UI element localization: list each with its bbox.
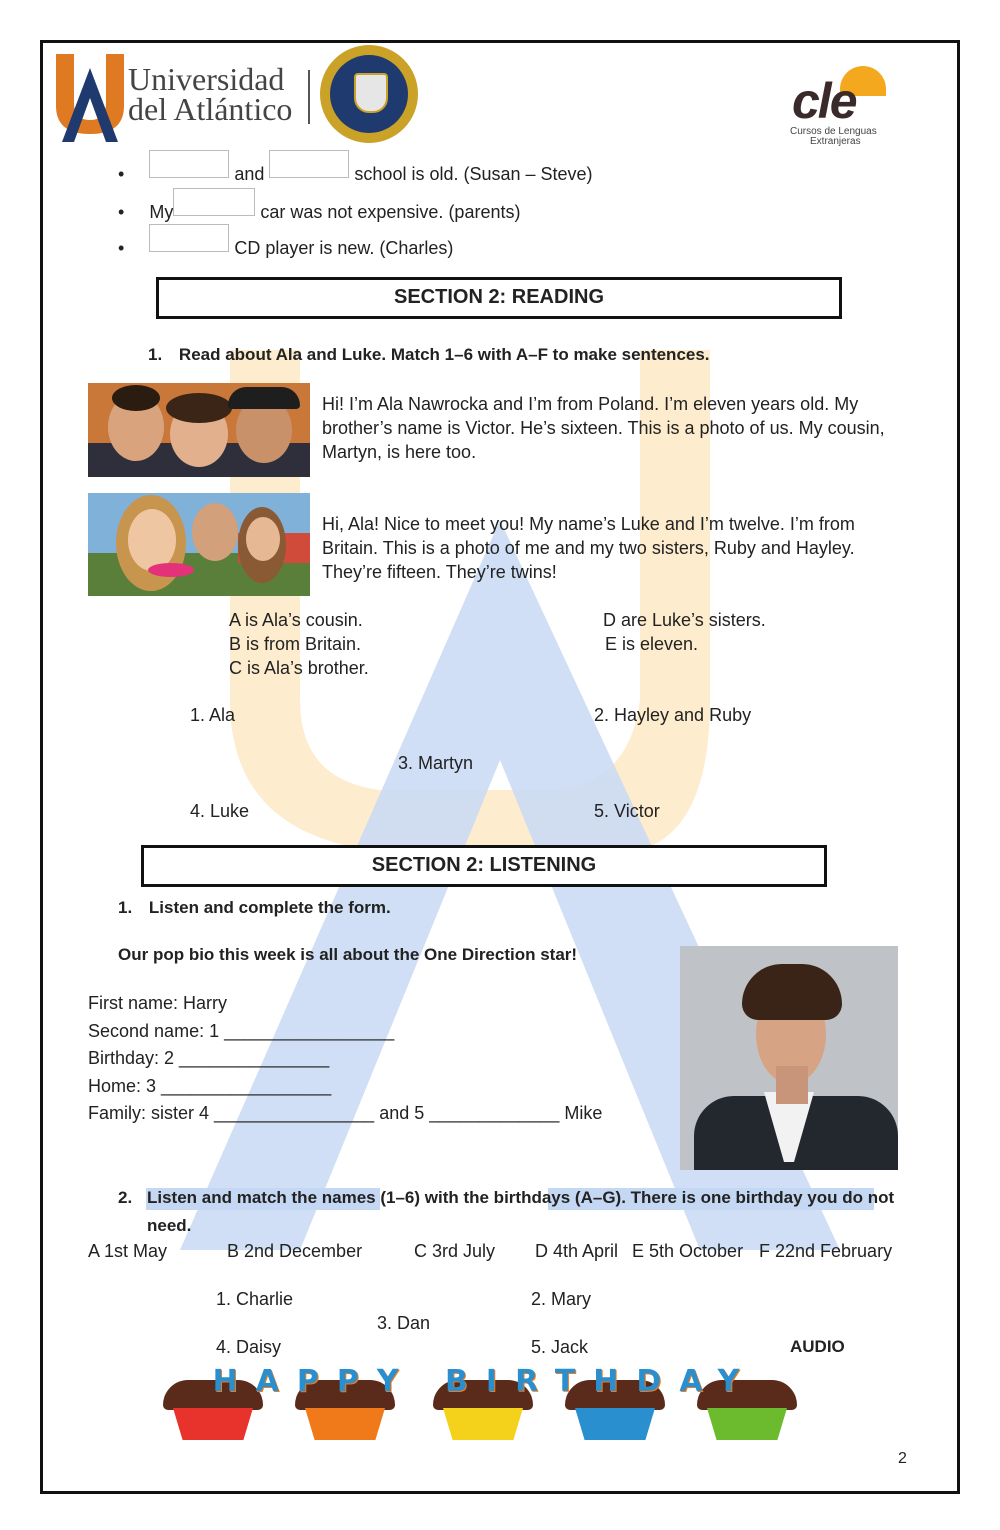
sentence-text: CD player is new. (Charles) [234,238,454,258]
name-item-1: 1. Charlie [216,1289,294,1309]
bio-form [88,990,602,1128]
answer-box-3[interactable] [149,224,229,252]
university-name-line1: Universidad [128,61,285,97]
sentence-text: school is old. (Susan – Steve) [354,164,593,184]
q2-number: 2. [118,1188,133,1207]
option-e: E is eleven. [605,634,699,654]
match-item-3: 3. Martyn [398,753,474,773]
possessive-item-3 [118,224,453,265]
birthday-b: B 2nd December [227,1241,363,1261]
q1-number: 1. [118,898,133,917]
match-item-5: 5. Victor [594,801,660,821]
form-second-name: Second name: 1 _________________ [88,1020,395,1041]
photo-ala-family [88,383,310,477]
photo-luke-sisters [88,493,310,596]
bullet: • [118,164,125,184]
university-name-line2: del Atlántico [128,91,293,127]
name-item-3: 3. Dan [377,1313,431,1333]
birthday-e: E 5th October [632,1241,744,1261]
section-title-listening: SECTION 2: LISTENING [141,845,827,887]
form-home: Home: 3 _________________ [88,1075,332,1096]
bio-title: Our pop bio this week is all about the One Direction star! [118,945,578,964]
reading-instruction [148,345,710,365]
options-left [229,608,369,680]
option-c: C is Ala’s brother. [229,658,369,678]
ua-monogram-icon [50,48,130,144]
listening-q1 [118,898,391,918]
section-title-reading: SECTION 2: READING [156,277,842,319]
accreditation-seal [320,45,418,143]
answer-box-2[interactable] [173,188,255,216]
option-a: A is Ala’s cousin. [229,610,363,630]
name-item-2: 2. Mary [531,1289,592,1309]
page-number: 2 [898,1450,907,1467]
instruction-number: 1. [148,345,163,364]
q2-line-2: need. [147,1216,192,1235]
q1-text: Listen and complete the form. [148,898,391,917]
sentence-prefix: My [149,202,174,222]
match-item-1: 1. Ala [190,705,236,725]
bullet: • [118,238,125,258]
birthday-d: D 4th April [535,1241,619,1261]
cle-wordmark: cle [792,73,856,129]
answer-box-1a[interactable] [149,150,229,178]
birthday-a: A 1st May [88,1241,168,1261]
conjunction: and [234,164,265,184]
university-name [128,61,293,127]
form-first-name: First name: Harry [88,993,228,1013]
audio-link[interactable]: AUDIO [790,1337,845,1356]
possessive-item-1 [118,150,593,191]
possessive-item-2 [118,188,520,229]
instruction-text: Read about Ala and Luke. Match 1–6 with A–F to make sentences. [178,345,710,364]
name-item-4: 4. Daisy [216,1337,282,1357]
match-item-4: 4. Luke [190,801,250,821]
birthday-f: F 22nd February [759,1241,893,1261]
cle-subtitle-2: Extranjeras [810,136,861,147]
q2-line-1: Listen and match the names (1–6) with the birthdays (A–G). There is one birthday you do not [147,1188,895,1207]
header-divider [308,70,310,124]
bullet: • [118,202,125,222]
answer-box-1b[interactable] [269,150,349,178]
match-item-2: 2. Hayley and Ruby [594,705,752,725]
option-d: D are Luke’s sisters. [603,610,766,630]
banner-text: HAPPY BIRTHDAY [212,1364,758,1399]
birthday-c: C 3rd July [414,1241,496,1261]
reading-text-2: Hi, Ala! Nice to meet you! My name’s Luke and I’m twelve. I’m from Britain. This is a photo of me and my two sisters, Ruby and Hayley. They’re fifteen. They’re twins! [322,514,855,582]
photo-harry [680,946,898,1170]
happy-birthday-banner [140,1360,830,1440]
cle-subtitle-1: Cursos de Lenguas [790,126,877,137]
university-logo [50,48,130,144]
options-right [603,608,766,656]
sentence-text: car was not expensive. (parents) [260,202,521,222]
form-family: Family: sister 4 ________________ and 5 _____________ Mike [88,1103,603,1123]
cle-logo [788,66,898,146]
name-item-5: 5. Jack [531,1337,589,1357]
form-birthday: Birthday: 2 _______________ [88,1048,330,1068]
reading-text-1: Hi! I’m Ala Nawrocka and I’m from Poland. I’m eleven years old. My brother’s name is Victor. He’s sixteen. This is a photo of us. My cousin, Martyn, is here too. [322,394,885,462]
option-b: B is from Britain. [229,634,362,654]
